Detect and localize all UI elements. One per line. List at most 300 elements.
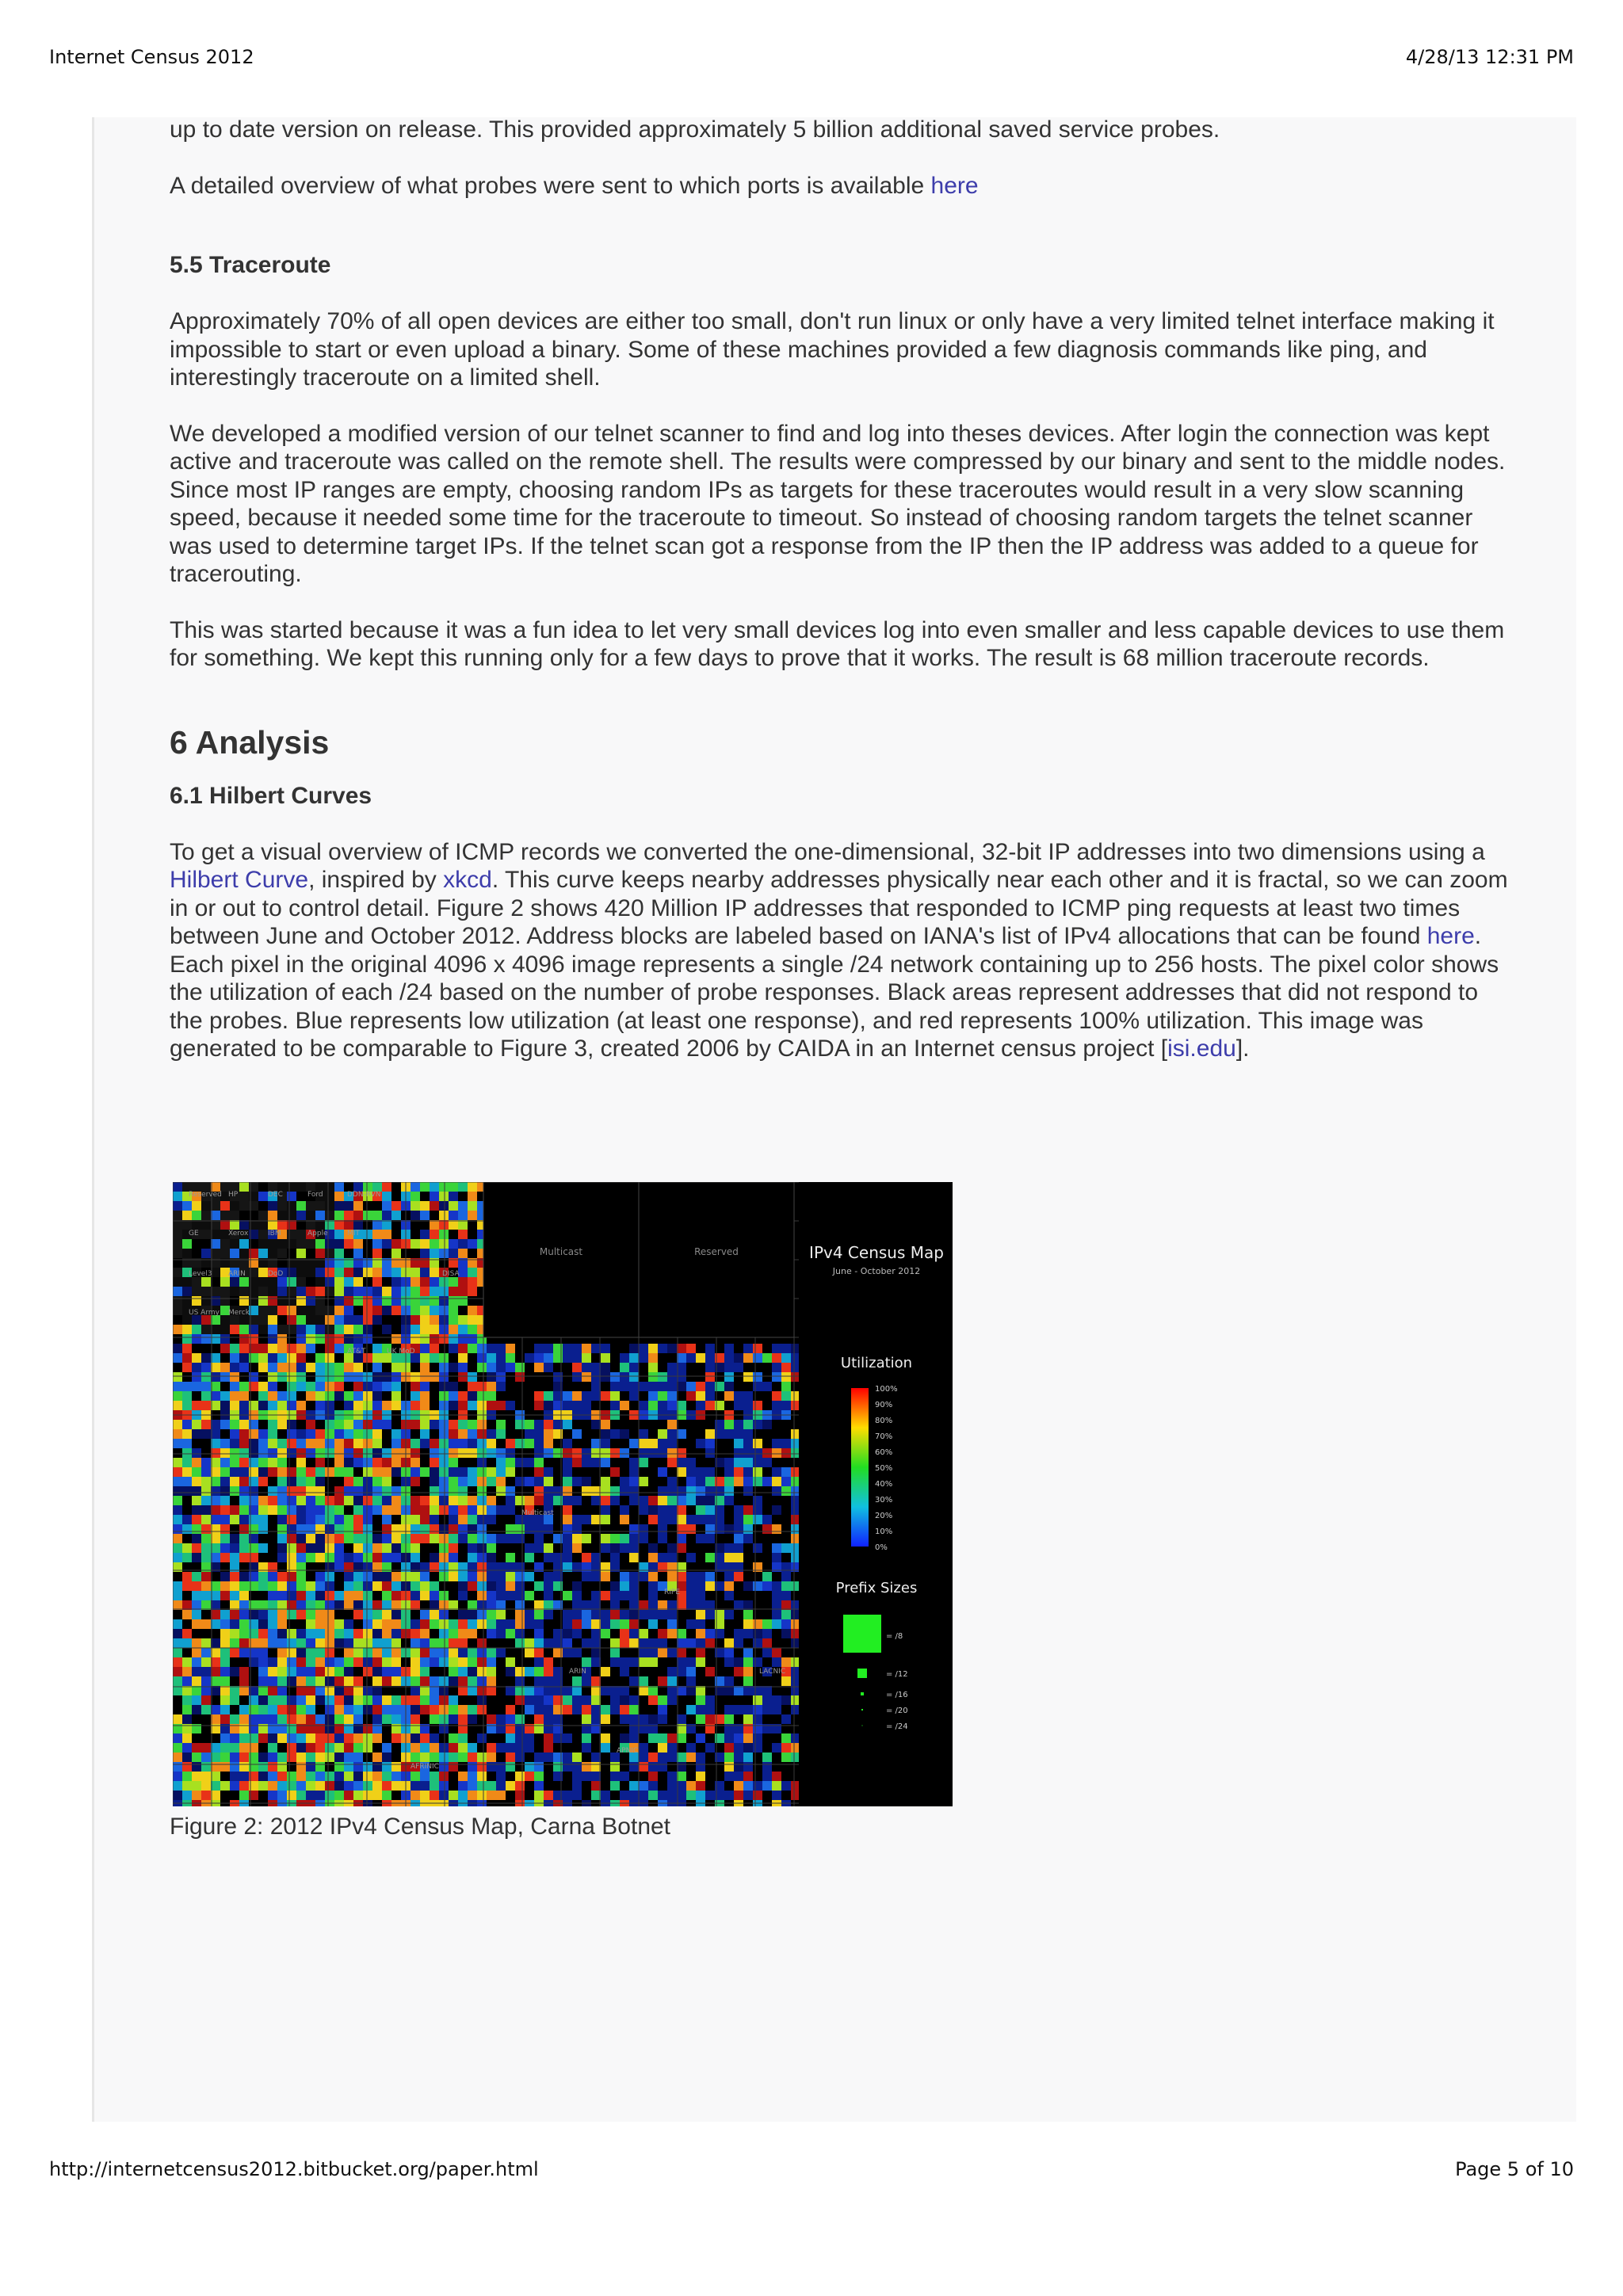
map-pixel-block bbox=[287, 1638, 296, 1648]
map-pixel-block bbox=[477, 1705, 487, 1714]
map-pixel-block bbox=[382, 1382, 391, 1391]
map-pixel-block bbox=[696, 1477, 705, 1486]
map-pixel-block bbox=[173, 1353, 182, 1363]
map-pixel-block bbox=[658, 1638, 667, 1648]
map-pixel-block bbox=[620, 1353, 629, 1363]
map-pixel-block bbox=[230, 1781, 239, 1791]
map-pixel-block bbox=[563, 1657, 572, 1667]
map-pixel-block bbox=[182, 1353, 192, 1363]
map-pixel-block bbox=[239, 1515, 249, 1524]
link-xkcd[interactable]: xkcd bbox=[443, 867, 492, 893]
map-pixel-block bbox=[239, 1553, 249, 1562]
map-pixel-block bbox=[382, 1505, 391, 1515]
map-pixel-block bbox=[344, 1268, 353, 1277]
map-pixel-block bbox=[220, 1581, 230, 1591]
map-pixel-block bbox=[515, 1781, 525, 1791]
map-pixel-block bbox=[363, 1306, 372, 1315]
map-pixel-block bbox=[239, 1287, 249, 1296]
map-pixel-block bbox=[496, 1477, 506, 1486]
map-pixel-block bbox=[277, 1515, 287, 1524]
map-pixel-block bbox=[658, 1391, 667, 1401]
map-pixel-block bbox=[201, 1439, 211, 1448]
map-pixel-block bbox=[277, 1619, 287, 1629]
map-pixel-block bbox=[230, 1372, 239, 1382]
link-here-probes[interactable]: here bbox=[930, 172, 979, 199]
map-pixel-block bbox=[258, 1467, 268, 1477]
map-pixel-block bbox=[563, 1553, 572, 1562]
map-pixel-block bbox=[639, 1676, 648, 1686]
map-pixel-block bbox=[192, 1201, 201, 1211]
map-pixel-block bbox=[230, 1743, 239, 1753]
map-pixel-block bbox=[334, 1591, 344, 1600]
map-pixel-block bbox=[686, 1458, 696, 1467]
map-pixel-block bbox=[277, 1600, 287, 1610]
map-pixel-block bbox=[506, 1648, 515, 1657]
map-pixel-block bbox=[762, 1676, 772, 1686]
map-pixel-block bbox=[372, 1420, 382, 1429]
map-pixel-block bbox=[268, 1505, 277, 1515]
map-pixel-block bbox=[192, 1572, 201, 1581]
map-pixel-block bbox=[753, 1743, 762, 1753]
map-pixel-block bbox=[268, 1363, 277, 1372]
map-pixel-block bbox=[591, 1791, 601, 1800]
map-pixel-block bbox=[610, 1363, 620, 1372]
map-pixel-block bbox=[772, 1619, 781, 1629]
map-pixel-block bbox=[515, 1420, 525, 1429]
map-pixel-block bbox=[353, 1600, 363, 1610]
map-pixel-block bbox=[781, 1772, 791, 1781]
map-pixel-block bbox=[430, 1201, 439, 1211]
map-pixel-block bbox=[696, 1657, 705, 1667]
print-header-datetime: 4/28/13 12:31 PM bbox=[1405, 46, 1574, 68]
map-pixel-block bbox=[353, 1543, 363, 1553]
map-pixel-block bbox=[306, 1201, 315, 1211]
map-pixel-block bbox=[496, 1657, 506, 1667]
map-pixel-block bbox=[382, 1733, 391, 1743]
map-pixel-block bbox=[439, 1686, 449, 1695]
map-pixel-block bbox=[477, 1344, 487, 1353]
map-pixel-block bbox=[525, 1572, 534, 1581]
map-pixel-block bbox=[734, 1344, 743, 1353]
map-pixel-block bbox=[363, 1534, 372, 1543]
map-pixel-block bbox=[667, 1382, 677, 1391]
map-pixel-block bbox=[458, 1733, 468, 1743]
map-pixel-block bbox=[439, 1287, 449, 1296]
map-pixel-block bbox=[439, 1363, 449, 1372]
map-pixel-block bbox=[772, 1391, 781, 1401]
map-pixel-block bbox=[382, 1363, 391, 1372]
map-pixel-block bbox=[677, 1486, 686, 1496]
map-pixel-block bbox=[620, 1467, 629, 1477]
map-pixel-block bbox=[582, 1439, 591, 1448]
map-pixel-block bbox=[458, 1657, 468, 1667]
map-pixel-block bbox=[420, 1600, 430, 1610]
map-pixel-block bbox=[391, 1762, 401, 1772]
map-pixel-block bbox=[734, 1753, 743, 1762]
map-pixel-block bbox=[639, 1572, 648, 1581]
map-pixel-block bbox=[515, 1496, 525, 1505]
map-pixel-block bbox=[487, 1505, 496, 1515]
map-pixel-block bbox=[591, 1543, 601, 1553]
map-pixel-block bbox=[449, 1705, 458, 1714]
map-pixel-block bbox=[572, 1344, 582, 1353]
map-pixel-block bbox=[220, 1448, 230, 1458]
map-pixel-block bbox=[353, 1486, 363, 1496]
map-pixel-block bbox=[449, 1686, 458, 1695]
map-pixel-block bbox=[658, 1505, 667, 1515]
map-pixel-block bbox=[686, 1638, 696, 1648]
map-pixel-block bbox=[411, 1486, 420, 1496]
map-pixel-block bbox=[296, 1591, 306, 1600]
map-pixel-block bbox=[296, 1239, 306, 1249]
map-pixel-block bbox=[487, 1496, 496, 1505]
map-pixel-block bbox=[677, 1714, 686, 1724]
map-pixel-block bbox=[658, 1420, 667, 1429]
map-pixel-block bbox=[182, 1296, 192, 1306]
map-pixel-block bbox=[344, 1401, 353, 1410]
map-pixel-block bbox=[239, 1182, 249, 1192]
map-pixel-block bbox=[420, 1695, 430, 1705]
map-pixel-block bbox=[173, 1676, 182, 1686]
map-pixel-block bbox=[173, 1534, 182, 1543]
map-pixel-block bbox=[306, 1467, 315, 1477]
map-pixel-block bbox=[620, 1496, 629, 1505]
map-pixel-block bbox=[781, 1420, 791, 1429]
map-pixel-block bbox=[268, 1429, 277, 1439]
map-pixel-block bbox=[781, 1714, 791, 1724]
map-pixel-block bbox=[363, 1363, 372, 1372]
map-pixel-block bbox=[201, 1448, 211, 1458]
map-pixel-block bbox=[230, 1401, 239, 1410]
map-pixel-block bbox=[544, 1600, 553, 1610]
map-pixel-block bbox=[629, 1629, 639, 1638]
map-pixel-block bbox=[182, 1753, 192, 1762]
map-pixel-block bbox=[220, 1401, 230, 1410]
map-pixel-block bbox=[525, 1705, 534, 1714]
map-pixel-block bbox=[277, 1363, 287, 1372]
map-pixel-block bbox=[658, 1600, 667, 1610]
map-pixel-block bbox=[572, 1753, 582, 1762]
map-pixel-block bbox=[173, 1619, 182, 1629]
map-pixel-block bbox=[705, 1353, 715, 1363]
map-pixel-block bbox=[686, 1382, 696, 1391]
map-pixel-block bbox=[239, 1429, 249, 1439]
map-pixel-block bbox=[743, 1515, 753, 1524]
map-pixel-block bbox=[724, 1553, 734, 1562]
map-pixel-block bbox=[449, 1201, 458, 1211]
map-pixel-block bbox=[372, 1581, 382, 1591]
map-pixel-block bbox=[363, 1553, 372, 1562]
map-pixel-block bbox=[363, 1220, 372, 1230]
map-pixel-block bbox=[420, 1277, 430, 1287]
map-pixel-block bbox=[591, 1458, 601, 1467]
map-pixel-block bbox=[743, 1638, 753, 1648]
map-pixel-block bbox=[363, 1458, 372, 1467]
map-pixel-block bbox=[515, 1458, 525, 1467]
map-pixel-block bbox=[544, 1610, 553, 1619]
map-pixel-block bbox=[182, 1448, 192, 1458]
map-pixel-block bbox=[734, 1600, 743, 1610]
map-pixel-block bbox=[287, 1230, 296, 1239]
map-pixel-block bbox=[372, 1629, 382, 1638]
map-pixel-block bbox=[391, 1610, 401, 1619]
map-pixel-block bbox=[230, 1363, 239, 1372]
map-pixel-block bbox=[325, 1382, 334, 1391]
map-pixel-block bbox=[211, 1287, 220, 1296]
map-pixel-block bbox=[439, 1648, 449, 1657]
map-pixel-block bbox=[420, 1458, 430, 1467]
map-pixel-block bbox=[258, 1182, 268, 1192]
map-pixel-block bbox=[220, 1296, 230, 1306]
map-block-label: Apple bbox=[307, 1230, 328, 1238]
map-pixel-block bbox=[201, 1420, 211, 1429]
map-pixel-block bbox=[334, 1524, 344, 1534]
map-pixel-block bbox=[572, 1591, 582, 1600]
map-pixel-block bbox=[306, 1743, 315, 1753]
map-pixel-block bbox=[230, 1420, 239, 1429]
map-pixel-block bbox=[449, 1448, 458, 1458]
map-pixel-block bbox=[458, 1753, 468, 1762]
map-pixel-block bbox=[420, 1420, 430, 1429]
map-pixel-block bbox=[277, 1477, 287, 1486]
map-pixel-block bbox=[610, 1344, 620, 1353]
map-pixel-block bbox=[258, 1695, 268, 1705]
map-pixel-block bbox=[582, 1353, 591, 1363]
map-pixel-block bbox=[344, 1211, 353, 1220]
map-pixel-block bbox=[439, 1401, 449, 1410]
map-pixel-block bbox=[724, 1781, 734, 1791]
map-pixel-block bbox=[572, 1458, 582, 1467]
map-pixel-block bbox=[629, 1762, 639, 1772]
map-pixel-block bbox=[515, 1553, 525, 1562]
map-pixel-block bbox=[601, 1553, 610, 1562]
map-pixel-block bbox=[762, 1648, 772, 1657]
map-pixel-block bbox=[372, 1201, 382, 1211]
map-pixel-block bbox=[477, 1743, 487, 1753]
map-pixel-block bbox=[411, 1363, 420, 1372]
map-pixel-block bbox=[382, 1781, 391, 1791]
map-pixel-block bbox=[182, 1524, 192, 1534]
map-pixel-block bbox=[306, 1600, 315, 1610]
map-pixel-block bbox=[506, 1391, 515, 1401]
map-pixel-block bbox=[296, 1629, 306, 1638]
map-pixel-block bbox=[449, 1515, 458, 1524]
map-pixel-block bbox=[458, 1382, 468, 1391]
map-pixel-block bbox=[629, 1429, 639, 1439]
map-pixel-block bbox=[363, 1477, 372, 1486]
link-isi-edu[interactable]: isi.edu bbox=[1167, 1035, 1236, 1062]
map-pixel-block bbox=[382, 1325, 391, 1334]
map-pixel-block bbox=[182, 1733, 192, 1743]
map-pixel-block bbox=[563, 1743, 572, 1753]
map-pixel-block bbox=[563, 1448, 572, 1458]
map-pixel-block bbox=[506, 1363, 515, 1372]
map-pixel-block bbox=[772, 1486, 781, 1496]
map-pixel-block bbox=[268, 1239, 277, 1249]
map-pixel-block bbox=[582, 1733, 591, 1743]
map-pixel-block bbox=[629, 1391, 639, 1401]
map-pixel-block bbox=[439, 1220, 449, 1230]
map-pixel-block bbox=[449, 1524, 458, 1534]
map-pixel-block bbox=[487, 1543, 496, 1553]
map-pixel-block bbox=[648, 1676, 658, 1686]
map-pixel-block bbox=[629, 1705, 639, 1714]
map-pixel-block bbox=[334, 1220, 344, 1230]
map-pixel-block bbox=[601, 1572, 610, 1581]
map-pixel-block bbox=[781, 1572, 791, 1581]
map-pixel-block bbox=[496, 1524, 506, 1534]
map-pixel-block bbox=[496, 1743, 506, 1753]
map-pixel-block bbox=[525, 1467, 534, 1477]
map-pixel-block bbox=[211, 1762, 220, 1772]
map-pixel-block bbox=[458, 1363, 468, 1372]
map-pixel-block bbox=[268, 1249, 277, 1258]
map-pixel-block bbox=[449, 1534, 458, 1543]
map-pixel-block bbox=[391, 1648, 401, 1657]
map-pixel-block bbox=[458, 1524, 468, 1534]
map-pixel-block bbox=[296, 1372, 306, 1382]
map-pixel-block bbox=[563, 1496, 572, 1505]
map-pixel-block bbox=[439, 1753, 449, 1762]
map-pixel-block bbox=[658, 1610, 667, 1619]
map-pixel-block bbox=[173, 1629, 182, 1638]
map-pixel-block bbox=[496, 1439, 506, 1448]
map-pixel-block bbox=[724, 1467, 734, 1477]
map-pixel-block bbox=[610, 1524, 620, 1534]
map-pixel-block bbox=[230, 1534, 239, 1543]
map-pixel-block bbox=[363, 1249, 372, 1258]
map-pixel-block bbox=[468, 1420, 477, 1429]
map-pixel-block bbox=[192, 1496, 201, 1505]
map-pixel-block bbox=[363, 1581, 372, 1591]
map-pixel-block bbox=[648, 1496, 658, 1505]
map-pixel-block bbox=[411, 1467, 420, 1477]
map-pixel-block bbox=[582, 1676, 591, 1686]
map-pixel-block bbox=[762, 1448, 772, 1458]
map-pixel-block bbox=[258, 1619, 268, 1629]
map-pixel-block bbox=[648, 1714, 658, 1724]
map-pixel-block bbox=[762, 1382, 772, 1391]
map-pixel-block bbox=[458, 1496, 468, 1505]
map-pixel-block bbox=[268, 1467, 277, 1477]
map-pixel-block bbox=[173, 1448, 182, 1458]
map-pixel-block bbox=[296, 1420, 306, 1429]
map-pixel-block bbox=[591, 1695, 601, 1705]
map-pixel-block bbox=[753, 1382, 762, 1391]
map-pixel-block bbox=[268, 1372, 277, 1382]
map-pixel-block bbox=[420, 1743, 430, 1753]
map-pixel-block bbox=[458, 1429, 468, 1439]
map-pixel-block bbox=[572, 1581, 582, 1591]
map-pixel-block bbox=[315, 1515, 325, 1524]
map-pixel-block bbox=[220, 1249, 230, 1258]
map-pixel-block bbox=[420, 1638, 430, 1648]
map-pixel-block bbox=[667, 1429, 677, 1439]
map-pixel-block bbox=[781, 1648, 791, 1657]
map-pixel-block bbox=[306, 1334, 315, 1344]
map-pixel-block bbox=[372, 1695, 382, 1705]
map-pixel-block bbox=[468, 1296, 477, 1306]
utilization-level-label: 20% bbox=[875, 1512, 893, 1520]
map-pixel-block bbox=[582, 1705, 591, 1714]
map-pixel-block bbox=[696, 1515, 705, 1524]
utilization-title: Utilization bbox=[840, 1355, 913, 1371]
map-pixel-block bbox=[420, 1239, 430, 1249]
map-pixel-block bbox=[411, 1600, 420, 1610]
map-pixel-block bbox=[287, 1581, 296, 1591]
map-pixel-block bbox=[658, 1695, 667, 1705]
map-pixel-block bbox=[477, 1467, 487, 1477]
prefix-size-label: = /8 bbox=[886, 1632, 903, 1641]
map-pixel-block bbox=[420, 1791, 430, 1800]
map-pixel-block bbox=[258, 1610, 268, 1619]
map-pixel-block bbox=[544, 1401, 553, 1410]
map-pixel-block bbox=[372, 1401, 382, 1410]
link-hilbert-curve[interactable]: Hilbert Curve bbox=[170, 867, 309, 893]
map-pixel-block bbox=[411, 1230, 420, 1239]
map-pixel-block bbox=[658, 1648, 667, 1657]
map-pixel-block bbox=[468, 1743, 477, 1753]
map-pixel-block bbox=[534, 1619, 544, 1629]
map-pixel-block bbox=[325, 1391, 334, 1401]
map-pixel-block bbox=[344, 1315, 353, 1325]
map-pixel-block bbox=[753, 1772, 762, 1781]
map-pixel-block bbox=[449, 1714, 458, 1724]
map-pixel-block bbox=[430, 1391, 439, 1401]
map-pixel-block bbox=[411, 1268, 420, 1277]
print-header bbox=[49, 46, 1574, 68]
map-pixel-block bbox=[658, 1743, 667, 1753]
map-pixel-block bbox=[496, 1714, 506, 1724]
map-pixel-block bbox=[620, 1572, 629, 1581]
map-pixel-block bbox=[477, 1420, 487, 1429]
map-pixel-block bbox=[239, 1334, 249, 1344]
map-pixel-block bbox=[468, 1772, 477, 1781]
map-pixel-block bbox=[201, 1344, 211, 1353]
map-pixel-block bbox=[724, 1524, 734, 1534]
map-pixel-block bbox=[572, 1515, 582, 1524]
map-pixel-block bbox=[287, 1182, 296, 1192]
map-pixel-block bbox=[648, 1657, 658, 1667]
map-pixel-block bbox=[525, 1686, 534, 1695]
map-pixel-block bbox=[391, 1534, 401, 1543]
map-pixel-block bbox=[620, 1791, 629, 1800]
map-pixel-block bbox=[182, 1486, 192, 1496]
map-pixel-block bbox=[667, 1505, 677, 1515]
map-pixel-block bbox=[582, 1581, 591, 1591]
map-pixel-block bbox=[496, 1467, 506, 1477]
map-pixel-block bbox=[344, 1629, 353, 1638]
map-pixel-block bbox=[772, 1791, 781, 1800]
print-footer-page: Page 5 of 10 bbox=[1455, 2158, 1574, 2180]
map-pixel-block bbox=[411, 1496, 420, 1505]
map-pixel-block bbox=[173, 1391, 182, 1401]
map-pixel-block bbox=[468, 1762, 477, 1772]
map-pixel-block bbox=[325, 1277, 334, 1287]
link-here-iana[interactable]: here bbox=[1426, 923, 1475, 949]
map-pixel-block bbox=[192, 1429, 201, 1439]
map-pixel-block bbox=[658, 1496, 667, 1505]
map-pixel-block bbox=[201, 1486, 211, 1496]
map-pixel-block bbox=[306, 1363, 315, 1372]
map-pixel-block bbox=[182, 1496, 192, 1505]
map-pixel-block bbox=[525, 1591, 534, 1600]
map-pixel-block bbox=[696, 1344, 705, 1353]
map-pixel-block bbox=[287, 1239, 296, 1249]
map-pixel-block bbox=[325, 1581, 334, 1591]
map-pixel-block bbox=[325, 1192, 334, 1201]
map-pixel-block bbox=[449, 1372, 458, 1382]
